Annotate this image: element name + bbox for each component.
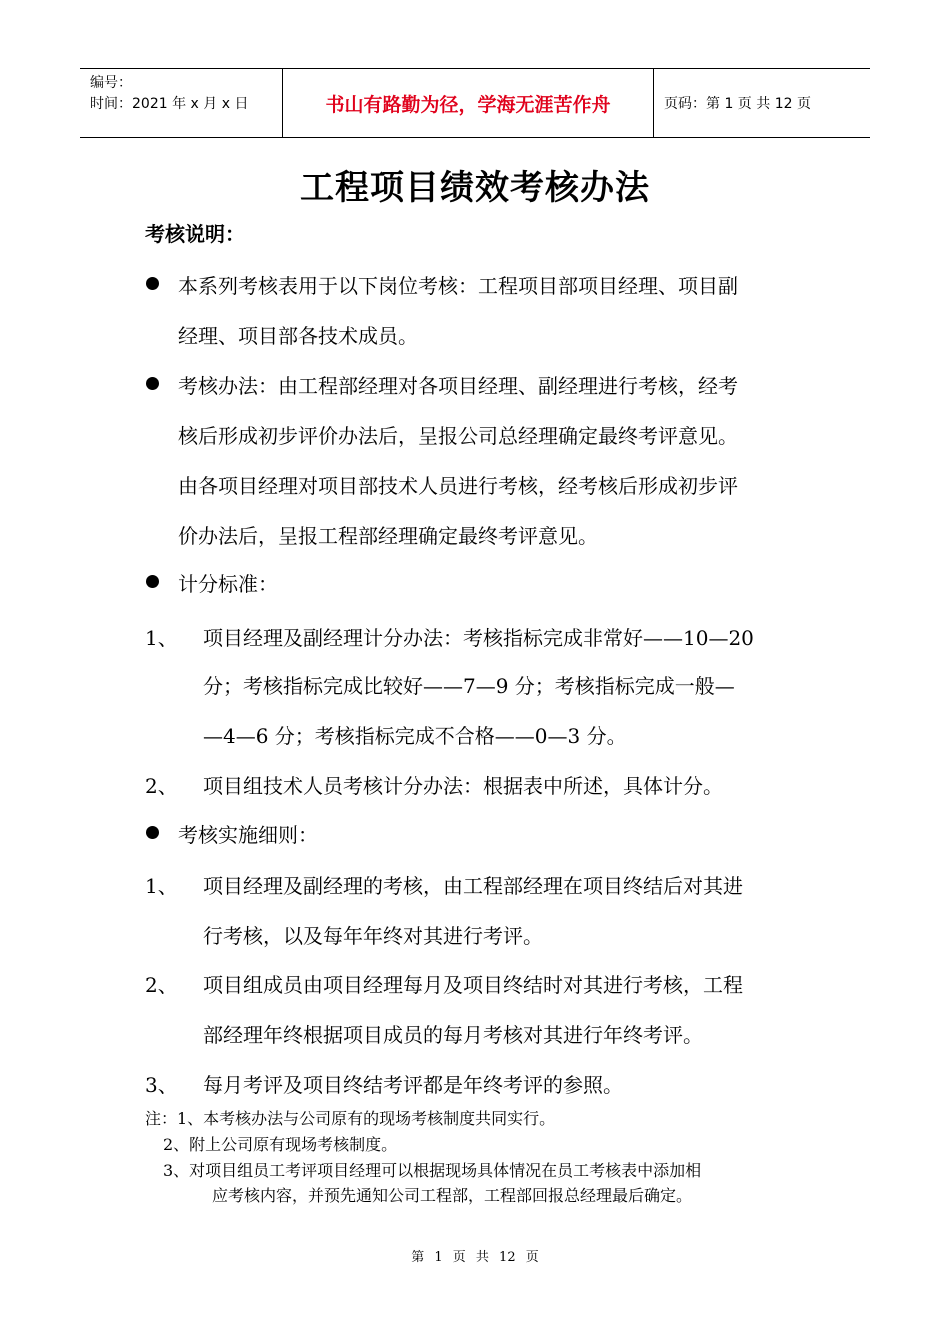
section-label: 考核说明：	[145, 222, 245, 246]
page-header	[80, 68, 870, 138]
bullet-icon	[146, 377, 159, 390]
implementation-2-line-1: 项目组成员由项目经理每月及项目终结时对其进行考核，工程	[203, 973, 743, 997]
scoring-1-line-3: —4—6 分；考核指标完成不合格——0—3 分。	[203, 724, 627, 748]
note-3-line-2: 应考核内容，并预先通知公司工程部，工程部回报总经理最后确定。	[212, 1186, 693, 1205]
bullet-icon	[146, 575, 159, 588]
implementation-3-line-1: 每月考评及项目终结考评都是年终考评的参照。	[203, 1073, 623, 1097]
implementation-1-line-2: 行考核，以及每年年终对其进行考评。	[203, 924, 543, 948]
number-label: 编号：	[90, 75, 132, 91]
page-footer: 第 1 页 共 12 页	[411, 1250, 539, 1265]
scoring-1-line-1: 项目经理及副经理计分办法：考核指标完成非常好——10—20	[203, 626, 754, 650]
header-page-info: 页码：第 1 页 共 12 页	[664, 96, 811, 112]
document-title: 工程项目绩效考核办法	[300, 168, 650, 208]
bullet-1-line-1: 本系列考核表用于以下岗位考核：工程项目部项目经理、项目副	[178, 274, 738, 298]
bullet-3-line-1: 计分标准：	[178, 572, 278, 596]
note-2: 2、附上公司原有现场考核制度。	[163, 1135, 398, 1154]
implementation-1-number: 1、	[145, 874, 178, 898]
scoring-1-number: 1、	[145, 626, 178, 650]
bullet-2-line-2: 核后形成初步评价办法后，呈报公司总经理确定最终考评意见。	[178, 424, 738, 448]
bullet-2-line-1: 考核办法：由工程部经理对各项目经理、副经理进行考核，经考	[178, 374, 738, 398]
implementation-3-number: 3、	[145, 1073, 178, 1097]
implementation-bullet: 考核实施细则：	[178, 823, 318, 847]
scoring-2-line-1: 项目组技术人员考核计分办法：根据表中所述，具体计分。	[203, 774, 723, 798]
bullet-2-line-4: 价办法后，呈报工程部经理确定最终考评意见。	[178, 524, 598, 548]
bullet-icon	[146, 826, 159, 839]
header-meta	[80, 69, 282, 137]
implementation-2-number: 2、	[145, 973, 178, 997]
bullet-icon	[146, 277, 159, 290]
bullet-2-line-3: 由各项目经理对项目部技术人员进行考核，经考核后形成初步评	[178, 474, 738, 498]
scoring-2-number: 2、	[145, 774, 178, 798]
header-motto: 书山有路勤为径，学海无涯苦作舟	[282, 69, 654, 137]
scoring-1-line-2: 分；考核指标完成比较好——7—9 分；考核指标完成一般—	[203, 674, 735, 698]
note-1: 注：1、本考核办法与公司原有的现场考核制度共同实行。	[145, 1109, 556, 1128]
date-label: 时间：2021 年 x 月 x 日	[90, 96, 249, 112]
bullet-1-line-2: 经理、项目部各技术成员。	[178, 324, 418, 348]
implementation-2-line-2: 部经理年终根据项目成员的每月考核对其进行年终考评。	[203, 1023, 703, 1047]
implementation-1-line-1: 项目经理及副经理的考核，由工程部经理在项目终结后对其进	[203, 874, 743, 898]
note-3-line-1: 3、对项目组员工考评项目经理可以根据现场具体情况在员工考核表中添加相	[163, 1161, 702, 1180]
